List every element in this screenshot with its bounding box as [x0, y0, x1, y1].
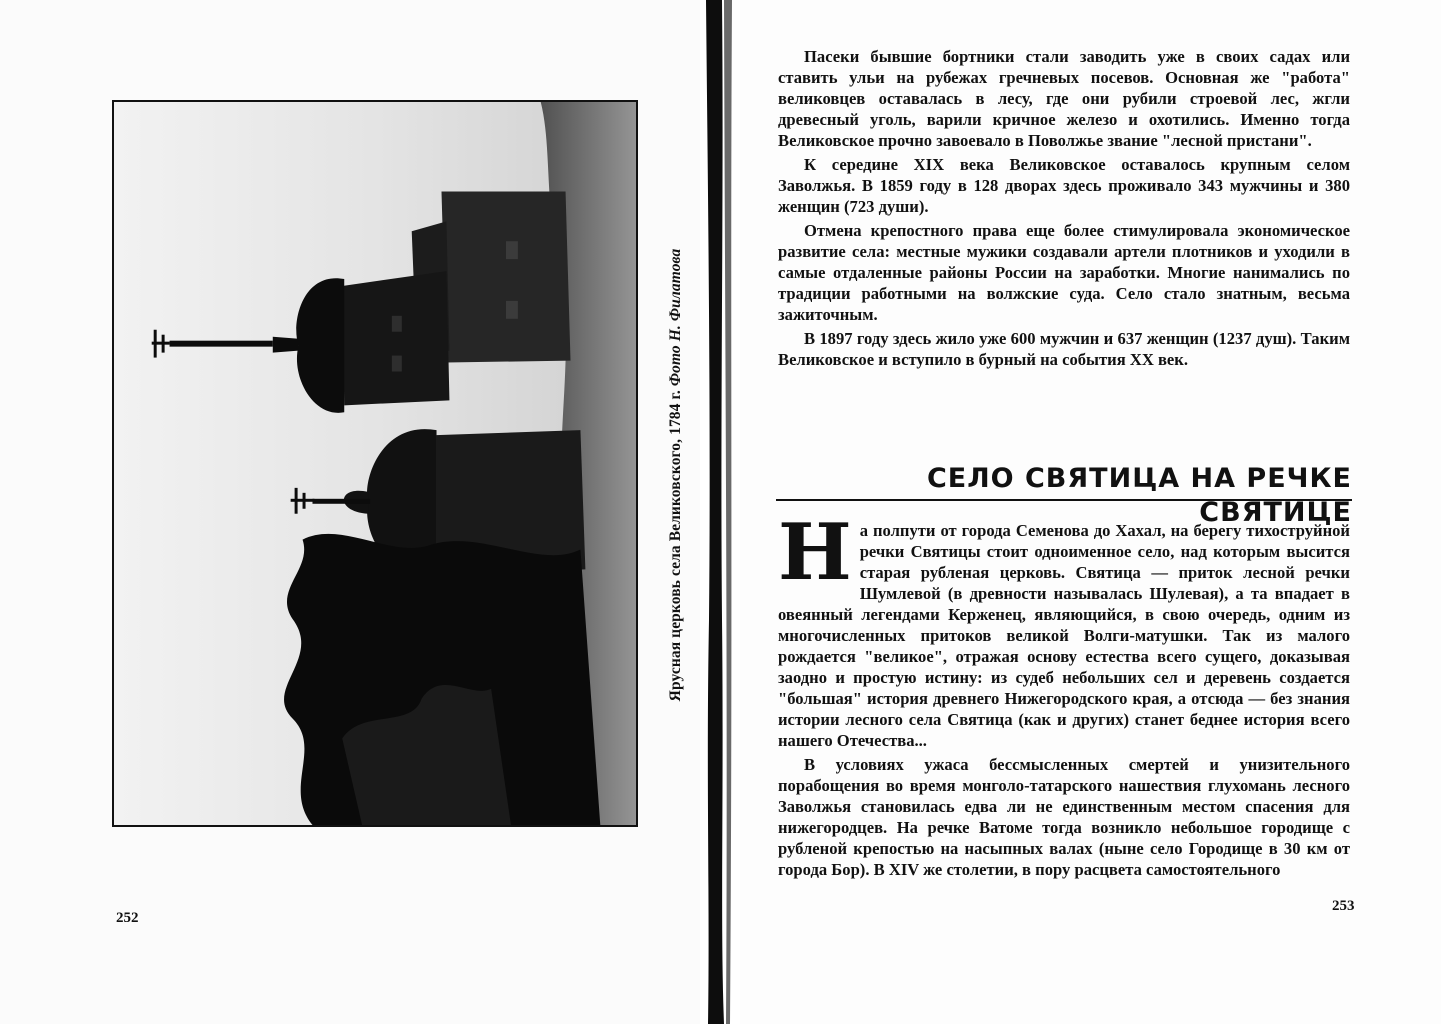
page-number-left: 252 [116, 910, 139, 926]
caption-text: Ярусная церковь села Великовского, 1784 г. [667, 390, 684, 702]
drop-cap-letter: Н [778, 507, 852, 598]
church-photograph [112, 100, 638, 827]
church-photo-illustration [114, 102, 636, 825]
paragraph: Отмена крепостного права еще более стимулировала экономическое развитие села: местные мужики создавали артели плотников и уходили в самые отдаленные районы России на заработки. Многие нанимались по традиции работными на волжские суда. Село стало знатным, весьма зажиточным. [778, 221, 1350, 324]
paragraph: В условиях ужаса бессмысленных смертей и унизительного порабощения во время монголо-татарского нашествия глухомань лесного Заволжья становилась едва ли не единственным местом спасения для нижегородцев. На речке Ватоме тогда возникло небольшое городище с рубленой крепостью на насыпных валах (ныне село Городище в 30 км от города Бор). В XIV же столетии, в пору расцвета самостоятельного [778, 755, 1350, 879]
paragraph: Пасеки бывшие бортники стали заводить уже в своих садах или ставить ульи на рубежах гречневых посевов. Основная же "работа" великовцев оставалась в лесу, где они рубили строевой лес, жгли древесный уголь, варили кричное железо и охотились. Именно тогда Великовское прочно завоевало в Поволжье звание "лесной пристани". [778, 47, 1350, 150]
photo-caption [668, 240, 684, 710]
page-number-right: 253 [1332, 898, 1355, 914]
section-body [778, 507, 1350, 883]
heading-rule [776, 499, 1352, 501]
caption-credit: Фото Н. Филатова [667, 248, 684, 387]
top-text-block [778, 46, 1350, 373]
section-heading: СЕЛО СВЯТИЦА НА РЕЧКЕ СВЯТИЦЕ [926, 463, 1352, 528]
paragraph-with-dropcap [778, 507, 1350, 751]
paragraph: В 1897 году здесь жило уже 600 мужчин и 637 женщин (1237 душ). Таким Великовское и вступило в бурный на события XX век. [778, 329, 1350, 369]
book-spine-gutter [700, 0, 740, 1024]
right-page [740, 0, 1441, 1024]
first-paragraph-text: а полпути от города Семенова до Хахал, на берегу тихоструйной речки Святицы стоит одноименное село, над которым высится старая рубленая церковь. Святица — приток лесной речки Шумлевой (в древности называлась Шулевая), а та впадает в овеянный легендами Керженец, являющийся, в свою очередь, одним из многочисленных притоков великой Волги-матушки. Так из малого рождается "великое", отражая основу естества всего сущего, доказывая заодно и простую истину: из судеб небольших сел и деревень создается "большая" история древнего Нижегородского края, а отсюда — без знания истории лесного села Святица (как и других) станет беднее история всего нашего Отечества... [778, 521, 1350, 750]
paragraph: К середине XIX века Великовское оставалось крупным селом Заволжья. В 1859 году в 128 дворах здесь проживало 343 мужчины и 380 женщин (723 души). [778, 155, 1350, 216]
